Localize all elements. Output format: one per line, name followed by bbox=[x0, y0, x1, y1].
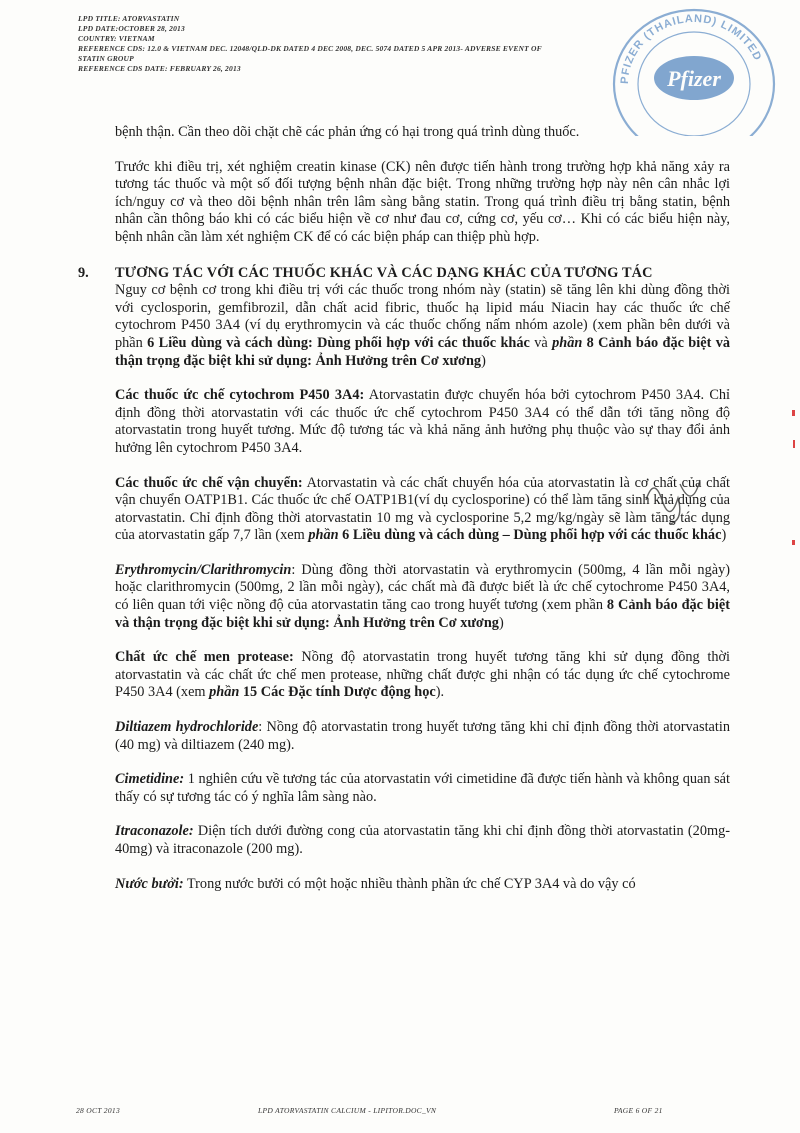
subheading: Erythromycin/Clarithromycin bbox=[115, 561, 292, 578]
subheading: Các thuốc ức chế cytochrom P450 3A4: bbox=[115, 387, 365, 404]
header-line: REFERENCE CDS: 12.0 & VIETNAM DEC. 12048/QLD-DK DATED 4 DEC 2008, DEC. 5074 DATED 5 APR 2013- ADVERSE EVENT OF bbox=[78, 44, 542, 53]
section-title: TƯƠNG TÁC VỚI CÁC THUỐC KHÁC VÀ CÁC DẠNG KHÁC CỦA TƯƠNG TÁC bbox=[115, 264, 653, 281]
paragraph-ck-test: Trước khi điều trị, xét nghiệm creatin kinase (CK) nên được tiến hành trong trường hợp khả năng xảy ra tương tác thuốc và một số đối tượng bệnh nhân đặc biệt. Trong những trường hợp này nên cân nhắc lợi ích/nguy cơ và theo dõi bệnh nhân trên lâm sàng bằng statin. Trong quá trình điều trị bằng statin, bệnh nhân cần thông báo khi có các biểu hiện về cơ như đau cơ, cứng cơ, yếu cơ… Khi có các biểu hiện này, bệnh nhân cần làm xét nghiệm CK để có các biện pháp can thiệp phù hợp. bbox=[115, 158, 730, 245]
document-header bbox=[78, 14, 638, 74]
pfizer-logo-icon bbox=[654, 56, 734, 100]
header-line: LPD DATE:OCTOBER 28, 2013 bbox=[78, 24, 185, 33]
header-line: REFERENCE CDS DATE: FEBRUARY 26, 2013 bbox=[78, 64, 241, 73]
paragraph-transport: Các thuốc ức chế vận chuyển: Atorvastatin và các chất chuyển hóa của atorvastatin là cơ chất của chất vận chuyển OATP1B1. Các thuốc ức chế OATP1B1(ví dụ cyclosporine) có thể làm tăng sinh khả dụng của atorvastatin. Chỉ định đồng thời atorvastatin 10 mg và cyclosporine 5,2 mg/kg/ngày sẽ làm tăng tác dụng của atorvastatin gấp 7,7 lần (xem phần 6 Liều dùng và cách dùng – Dùng phối hợp với các thuốc khác) bbox=[115, 474, 730, 544]
paragraph-itraconazole: Itraconazole: Diện tích dưới đường cong của atorvastatin tăng khi chỉ định đồng thời atorvastatin (20mg-40mg) và itraconazole (200 mg). bbox=[115, 823, 730, 857]
subheading: Diltiazem hydrochloride bbox=[115, 719, 259, 736]
paragraph-grapefruit: Nước bưởi: Trong nước bưởi có một hoặc nhiều thành phần ức chế CYP 3A4 và do vậy có bbox=[115, 875, 636, 892]
subheading: Các thuốc ức chế vận chuyển: bbox=[115, 474, 303, 491]
section-number: 9. bbox=[78, 264, 89, 281]
subheading: Chất ức chế men protease: bbox=[115, 649, 294, 666]
subheading: Itraconazole: bbox=[115, 823, 194, 840]
header-line: LPD TITLE: ATORVASTATIN bbox=[78, 14, 180, 23]
header-line: COUNTRY: VIETNAM bbox=[78, 34, 155, 43]
paragraph-diltiazem: Diltiazem hydrochloride: Nồng độ atorvastatin trong huyết tương tăng khi chỉ định đồng thời atorvastatin (40 mg) và diltiazem (240 mg). bbox=[115, 719, 730, 753]
section-intro: Nguy cơ bệnh cơ trong khi điều trị với các thuốc trong nhóm này (statin) sẽ tăng lên khi dùng đồng thời với cyclosporin, gemfibrozil, dẫn chất acid fibric, thuốc hạ lipid máu Niacin hay các thuốc ức chế cytochrom P450 3A4 (ví dụ erythromycin và các thuốc chống nấm nhóm azole) (xem phần bên dưới và phần 6 Liều dùng và cách dùng: Dùng phối hợp với các thuốc khác và phần 8 Cảnh báo đặc biệt và thận trọng đặc biệt khi sử dụng: Ảnh Hưởng trên Cơ xương) bbox=[115, 282, 730, 369]
paragraph-continued: bệnh thận. Cần theo dõi chặt chẽ các phản ứng có hại trong quá trình dùng thuốc. bbox=[115, 124, 580, 140]
handwritten-initials-icon bbox=[640, 470, 710, 530]
subheading: Nước bưởi: bbox=[115, 875, 184, 892]
paragraph-cyp3a4: Các thuốc ức chế cytochrom P450 3A4: Atorvastatin được chuyển hóa bởi cytochrom P450 3A4. Chỉ định đồng thời atorvastatin với các thuốc ức chế cytochrom P450 3A4 có thể dẫn tới tăng nồng độ atorvastatin trong huyết tương. Mức độ tương tác và khả năng ảnh hưởng phụ thuộc vào sự thay đổi ảnh hưởng lên cytochrom P450 3A4. bbox=[115, 387, 730, 456]
paragraph-erythromycin: Erythromycin/Clarithromycin: Dùng đồng thời atorvastatin và erythromycin (500mg, 4 lần mỗi ngày) hoặc clarithromycin (500mg, 2 lần mỗi ngày), các chất mà đã được biết là ức chế cytochrome P450 3A4, có liên quan tới việc nồng độ của atorvastatin tăng cao trong huyết tương (xem phần 8 Cảnh báo đặc biệt và thận trọng đặc biệt khi sử dụng: Ảnh Hưởng trên Cơ xương) bbox=[115, 561, 730, 631]
stamp-logo-text: Pfizer bbox=[667, 66, 721, 91]
scan-edge-marks-icon bbox=[788, 400, 800, 600]
stamp-arc-text: PFIZER (THAILAND) LIMITED bbox=[618, 12, 764, 85]
paragraph-protease: Chất ức chế men protease: Nồng độ atorvastatin trong huyết tương tăng khi sử dụng đồng thời atorvastatin và các chất ức chế men protease, những chất được ghi nhận có tác dụng ức chế cytochrome P450 3A4 (xem phần 15 Các Đặc tính Dược động học). bbox=[115, 649, 730, 701]
footer-document-name: LPD ATORVASTATIN CALCIUM - LIPITOR.DOC_VN bbox=[258, 1106, 437, 1115]
section-9 bbox=[78, 264, 730, 894]
company-stamp bbox=[606, 8, 782, 136]
subheading: Cimetidine: bbox=[115, 771, 185, 788]
paragraph-cimetidine: Cimetidine: 1 nghiên cứu về tương tác của atorvastatin với cimetidine đã được tiến hành và không quan sát thấy có sự tương tác có ý nghĩa lâm sàng nào. bbox=[115, 771, 730, 805]
document-body bbox=[78, 124, 730, 893]
header-line: STATIN GROUP bbox=[78, 54, 134, 63]
footer-date: 28 OCT 2013 bbox=[76, 1106, 121, 1115]
footer-page-number: PAGE 6 OF 21 bbox=[614, 1106, 663, 1115]
